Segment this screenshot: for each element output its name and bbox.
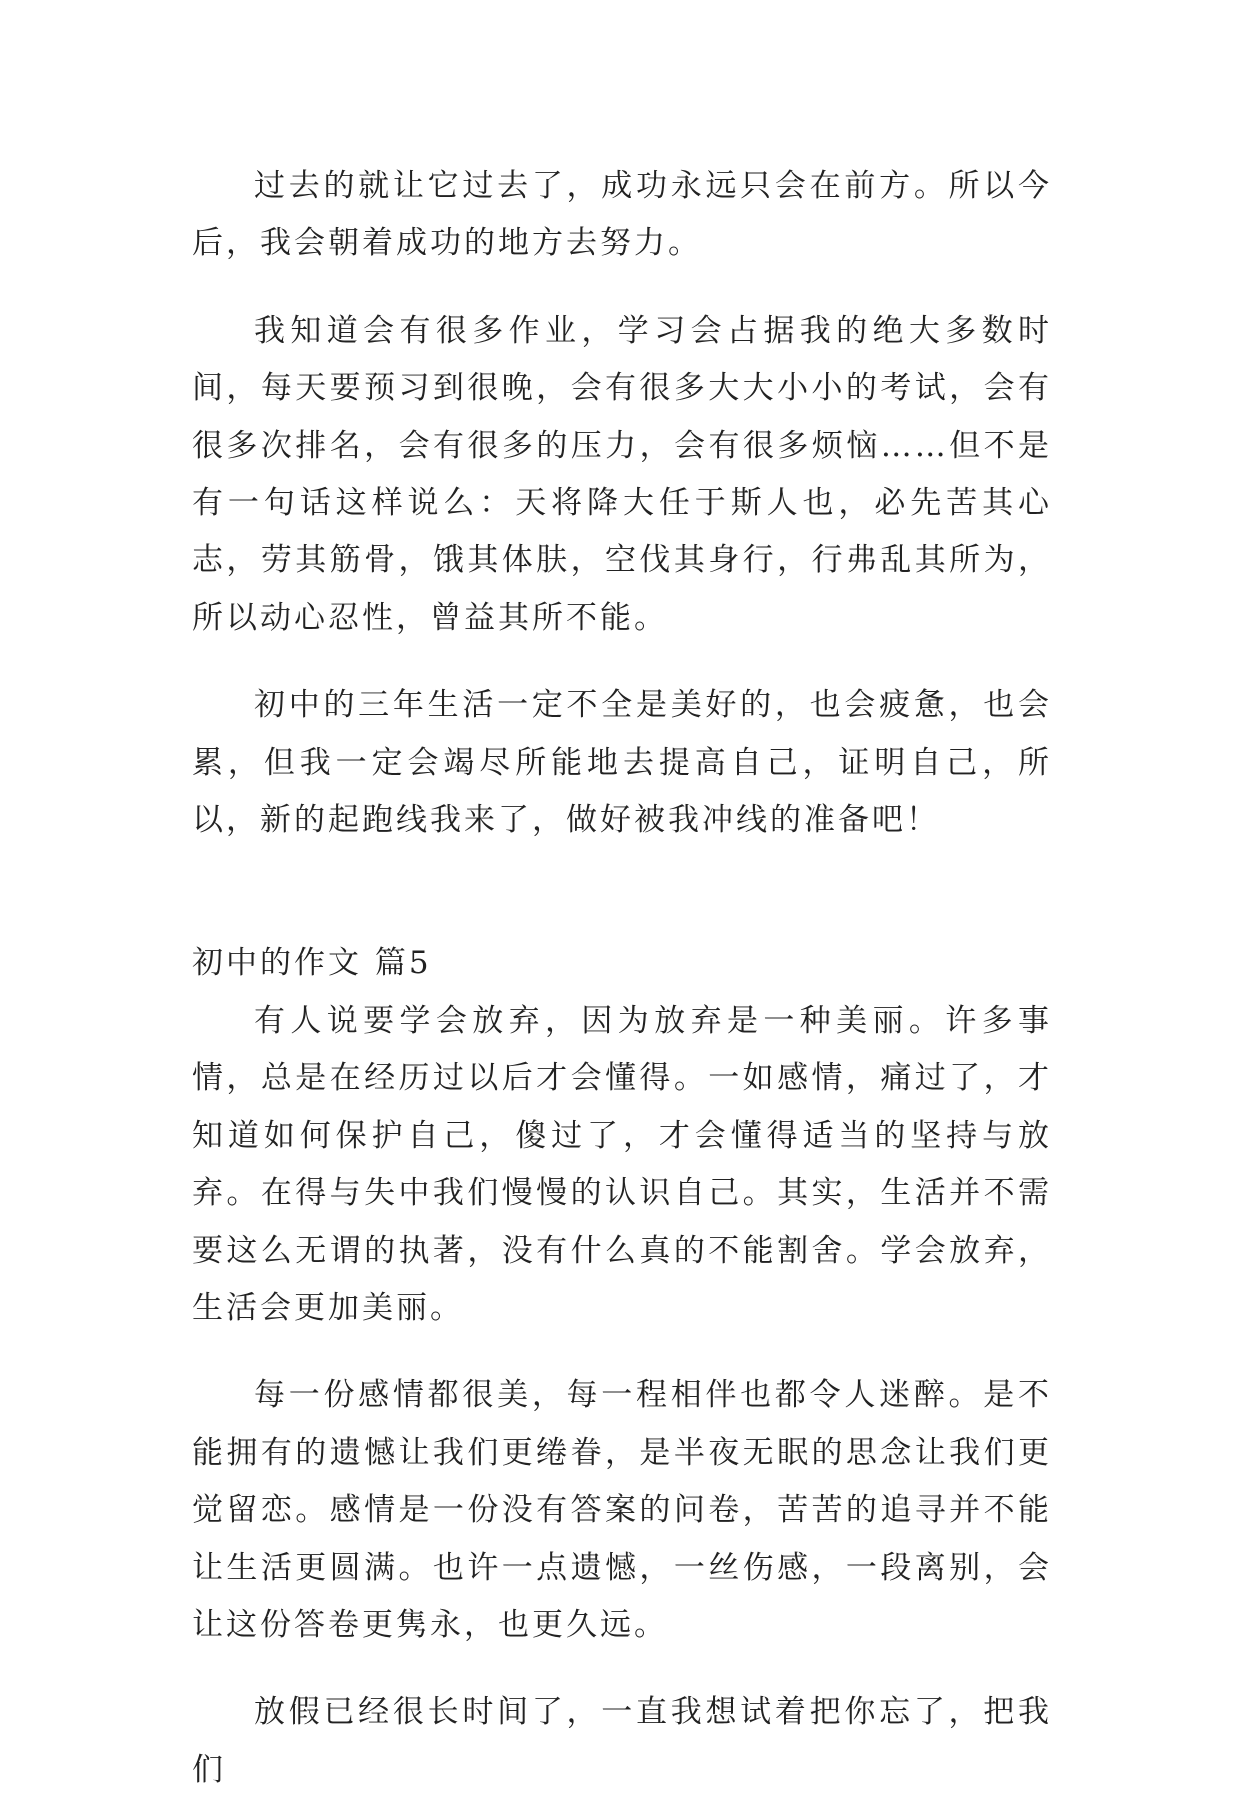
document-body [192, 158, 1052, 1799]
paragraph-2: 我知道会有很多作业，学习会占据我的绝大多数时间，每天要预习到很晚，会有很多大大小小的考试，会有很多次排名，会有很多的压力，会有很多烦恼……但不是有一句话这样说么：天将降大任于斯人也，必先苦其心志，劳其筋骨，饿其体肤，空伐其身行，行弗乱其所为，所以动心忍性，曾益其所不能。 [192, 312, 1052, 636]
paragraph-3: 初中的三年生活一定不全是美好的，也会疲惫，也会累，但我一定会竭尽所能地去提高自己，证明自己，所以，新的起跑线我来了，做好被我冲线的准备吧！ [192, 687, 1052, 839]
paragraph-1: 过去的就让它过去了，成功永远只会在前方。所以今后，我会朝着成功的地方去努力。 [192, 168, 1052, 262]
paragraph-6: 放假已经很长时间了，一直我想试着把你忘了，把我们 [192, 1694, 1052, 1788]
paragraph-5: 每一份感情都很美，每一程相伴也都令人迷醉。是不能拥有的遗憾让我们更绻眷，是半夜无眠的思念让我们更觉留恋。感情是一份没有答案的问卷，苦苦的追寻并不能让生活更圆满。也许一点遗憾，一丝伤感，一段离别，会让这份答卷更隽永，也更久远。 [192, 1377, 1052, 1643]
section-heading: 初中的作文 篇5 [192, 945, 432, 982]
paragraph-4: 有人说要学会放弃，因为放弃是一种美丽。许多事情，总是在经历过以后才会懂得。一如感情，痛过了，才知道如何保护自己，傻过了，才会懂得适当的坚持与放弃。在得与失中我们慢慢的认识自己。其实，生活并不需要这么无谓的执著，没有什么真的不能割舍。学会放弃，生活会更加美丽。 [192, 1002, 1052, 1326]
